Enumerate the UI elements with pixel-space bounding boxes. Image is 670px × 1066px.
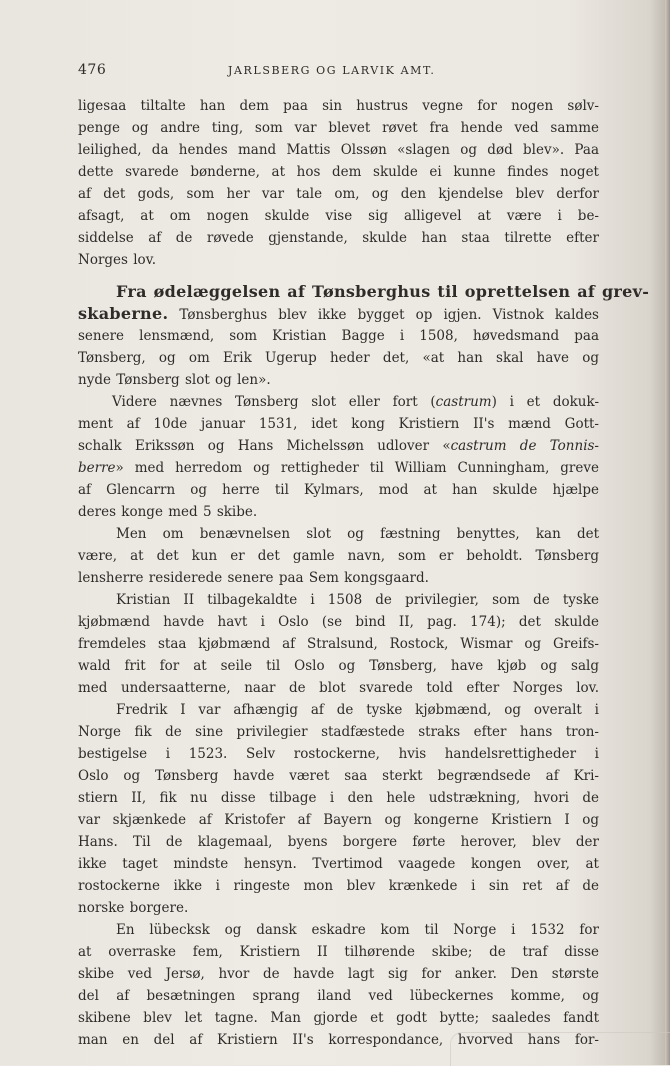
running-head: JARLSBERG OG LARVIK AMT. bbox=[228, 64, 436, 77]
italic-term: castrum bbox=[435, 394, 492, 410]
text-line: ikke taget mindste hensyn. Tvertimod vaagede kongen over, at bbox=[78, 856, 599, 872]
text-line: af Glencarrn og herre til Kylmars, mod at han skulde hjælpe bbox=[78, 482, 599, 498]
text-line: at overraske fem, Kristiern II tilhørende skibe; de traf disse bbox=[78, 944, 599, 960]
text-line: afsagt, at om nogen skulde vise sig alligevel at være i be- bbox=[78, 208, 599, 224]
page-edge bbox=[665, 0, 670, 1065]
page-corner-mark bbox=[450, 1032, 670, 1066]
text-line: En lübecksk og dansk eskadre kom til Norge i 1532 for bbox=[116, 922, 599, 938]
italic-term: castrum de Tonnis- bbox=[450, 438, 599, 454]
text-fragment: Videre nævnes Tønsberg slot eller fort ( bbox=[112, 394, 436, 410]
text-line: wald frit for at seile til Oslo og Tønsberg, have kjøb og salg bbox=[78, 658, 599, 674]
italic-term: berre bbox=[78, 460, 116, 476]
text-line: bestigelse i 1523. Selv rostockerne, hvis handelsrettigheder i bbox=[78, 746, 599, 762]
text-line: fremdeles staa kjøbmænd af Stralsund, Rostock, Wismar og Greifs- bbox=[78, 636, 599, 652]
text-fragment: schalk Erikssøn og Hans Michelssøn udlover « bbox=[78, 438, 451, 454]
text-line: Kristian II tilbagekaldte i 1508 de privilegier, som de tyske bbox=[116, 592, 599, 608]
section-heading-continuation bbox=[78, 303, 599, 325]
text-line: rostockerne ikke i ringeste mon blev krænkede i sin ret af de bbox=[78, 878, 599, 894]
text-line: nyde Tønsberg slot og len». bbox=[78, 372, 271, 388]
page-header bbox=[78, 62, 598, 82]
text-line: var skjænkede af Kristofer af Bayern og kongerne Kristiern I og bbox=[78, 812, 599, 828]
text-line bbox=[112, 391, 599, 413]
text-line: man en del af Kristiern II's korrespondance, hvorved hans for- bbox=[78, 1032, 599, 1048]
text-line: penge og andre ting, som var blevet røvet fra hende ved samme bbox=[78, 120, 599, 136]
text-line: Men om benævnelsen slot og fæstning benyttes, kan det bbox=[116, 526, 599, 542]
text-line: Oslo og Tønsberg havde været saa sterkt begrændsede af Kri- bbox=[78, 768, 599, 784]
text-line: Tønsberg, og om Erik Ugerup heder det, «at han skal have og bbox=[78, 350, 599, 366]
section-heading: Fra ødelæggelsen af Tønsberghus til oprettelsen af grev- bbox=[116, 282, 650, 301]
text-line: lensherre residerede senere paa Sem kongsgaard. bbox=[78, 570, 429, 586]
text-fragment: Tønsberghus blev ikke bygget op igjen. Vistnok kaldes bbox=[168, 307, 599, 323]
text-fragment: ) i et dokuk- bbox=[491, 394, 600, 410]
text-line: Fredrik I var afhængig af de tyske kjøbmænd, og overalt i bbox=[116, 702, 599, 718]
text-line: Norge fik de sine privilegier stadfæstede straks efter hans tron- bbox=[78, 724, 599, 740]
text-line: skibene blev let tagne. Man gjorde et godt bytte; saaledes fandt bbox=[78, 1010, 599, 1026]
text-line: Norges lov. bbox=[78, 252, 157, 268]
text-line: Hans. Til de klagemaal, byens borgere førte herover, blev der bbox=[78, 834, 599, 850]
text-fragment: » med herredom og rettigheder til William Cunningham, greve bbox=[115, 460, 599, 476]
text-line: siddelse af de røvede gjenstande, skulde han staa tilrette efter bbox=[78, 230, 599, 246]
section-heading-end: skaberne. bbox=[78, 304, 169, 323]
text-line: af det gods, som her var tale om, og den kjendelse blev derfor bbox=[78, 186, 599, 202]
text-line: leilighed, da hendes mand Mattis Olssøn «slagen og død blev». Paa bbox=[78, 142, 599, 158]
text-line: stiern II, fik nu disse tilbage i den hele udstrækning, hvori de bbox=[78, 790, 599, 806]
text-line: deres konge med 5 skibe. bbox=[78, 504, 258, 520]
text-line: norske borgere. bbox=[78, 900, 189, 916]
text-line: med undersaatterne, naar de blot svarede told efter Norges lov. bbox=[78, 680, 599, 696]
text-line: senere lensmænd, som Kristian Bagge i 1508, høvedsmand paa bbox=[78, 328, 599, 344]
text-line: skibe ved Jersø, hvor de havde lagt sig for anker. Den største bbox=[78, 966, 599, 982]
text-line: dette svarede bønderne, at hos dem skulde ei kunne findes noget bbox=[78, 164, 599, 180]
text-line bbox=[78, 435, 599, 457]
text-line: ment af 10de januar 1531, idet kong Kristiern II's mænd Gott- bbox=[78, 416, 599, 432]
text-line: ligesaa tiltalte han dem paa sin hustrus vegne for nogen sølv- bbox=[78, 98, 599, 114]
page-number: 476 bbox=[78, 62, 107, 78]
text-line: del af besætningen sprang iland ved lübeckernes komme, og bbox=[78, 988, 599, 1004]
text-line bbox=[78, 457, 599, 479]
text-line: kjøbmænd havde havt i Oslo (se bind II, pag. 174); det skulde bbox=[78, 614, 599, 630]
text-line: være, at det kun er det gamle navn, som er beholdt. Tønsberg bbox=[78, 548, 599, 564]
